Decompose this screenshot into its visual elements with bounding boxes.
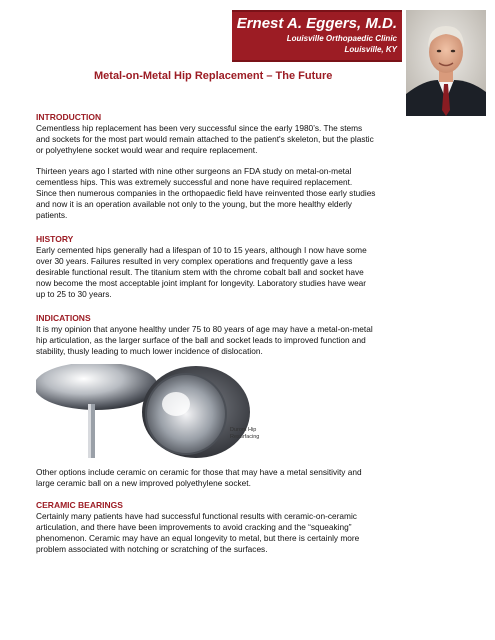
caption-line: Durom Hip — [230, 427, 257, 433]
text-line: Other options include ceramic on ceramic for those that may have a metal sensitivity and — [36, 467, 362, 477]
indications-paragraph-2 — [36, 467, 456, 489]
portrait-image — [406, 10, 486, 116]
text-line: or polyethylene socket would wear and require replacement. — [36, 145, 258, 155]
text-line: It is my opinion that anyone healthy under 75 to 80 years of age may have a metal-on-metal — [36, 324, 373, 334]
introduction-paragraph-2 — [36, 166, 456, 221]
heading-introduction: INTRODUCTION — [36, 112, 102, 122]
implant-illustration — [36, 364, 286, 466]
clinic-name: Louisville Orthopaedic Clinic — [286, 34, 397, 43]
header-banner — [232, 10, 402, 62]
indications-paragraph — [36, 324, 456, 357]
text-line: Thirteen years ago I started with nine other surgeons an FDA study on metal-on-metal — [36, 166, 352, 176]
text-line: hip articulation, as the larger surface of the ball and socket leads to improved function and — [36, 335, 366, 345]
text-line: phenomenon. Ceramic may have an equal longevity to metal, but there is certainly more — [36, 533, 360, 543]
text-line: cementless hips. This was extremely successful and none have required replacement. — [36, 177, 353, 187]
text-line: articulation, and there have been improvements to avoid cracking and the “squeaking” — [36, 522, 352, 532]
text-line: patients. — [36, 210, 68, 220]
heading-indications: INDICATIONS — [36, 313, 91, 323]
text-line: and sockets for the most part would remain attached to the patient's skeleton, but the plastic — [36, 134, 374, 144]
text-line: large ceramic ball on a new improved polyethylene socket. — [36, 478, 251, 488]
clinic-location: Louisville, KY — [344, 45, 397, 54]
text-line: desirable functional result. The titanium stem with the chrome cobalt ball and socket have — [36, 267, 364, 277]
history-paragraph — [36, 245, 456, 300]
implant-caption — [230, 427, 259, 441]
caption-line: Resurfacing — [230, 434, 260, 440]
text-line: Early cemented hips generally had a lifespan of 10 to 15 years, although I now have some — [36, 245, 367, 255]
text-line: stability, thusly leading to much lower incidence of dislocation. — [36, 346, 263, 356]
heading-ceramic-bearings: CERAMIC BEARINGS — [36, 500, 123, 510]
text-line: now become the most acceptable joint implant for longevity. Laboratory studies have wear — [36, 278, 367, 288]
page-title: Metal-on-Metal Hip Replacement – The Future — [94, 70, 333, 82]
text-line: problem associated with notching or scratching of the surfaces. — [36, 544, 268, 554]
text-line: Certainly many patients have had successful functional results with ceramic-on-ceramic — [36, 511, 357, 521]
text-line: and now it is an operation available not only to the young, but the more healthy elderly — [36, 199, 352, 209]
ceramic-paragraph — [36, 511, 456, 555]
hip-implant-image — [36, 364, 286, 466]
text-line: over 30 years. Failures resulted in very complex operations and frequently gave a less — [36, 256, 353, 266]
heading-history: HISTORY — [36, 234, 74, 244]
doctor-portrait — [406, 10, 486, 116]
doctor-name: Ernest A. Eggers, M.D. — [236, 15, 397, 32]
text-line: Cementless hip replacement has been very successful since the early 1980’s. The stems — [36, 123, 363, 133]
text-line: up to 25 to 30 years. — [36, 289, 112, 299]
introduction-paragraph-1 — [36, 123, 456, 156]
text-line: Since then numerous companies in the orthopaedic field have reinvented those early studies — [36, 188, 376, 198]
